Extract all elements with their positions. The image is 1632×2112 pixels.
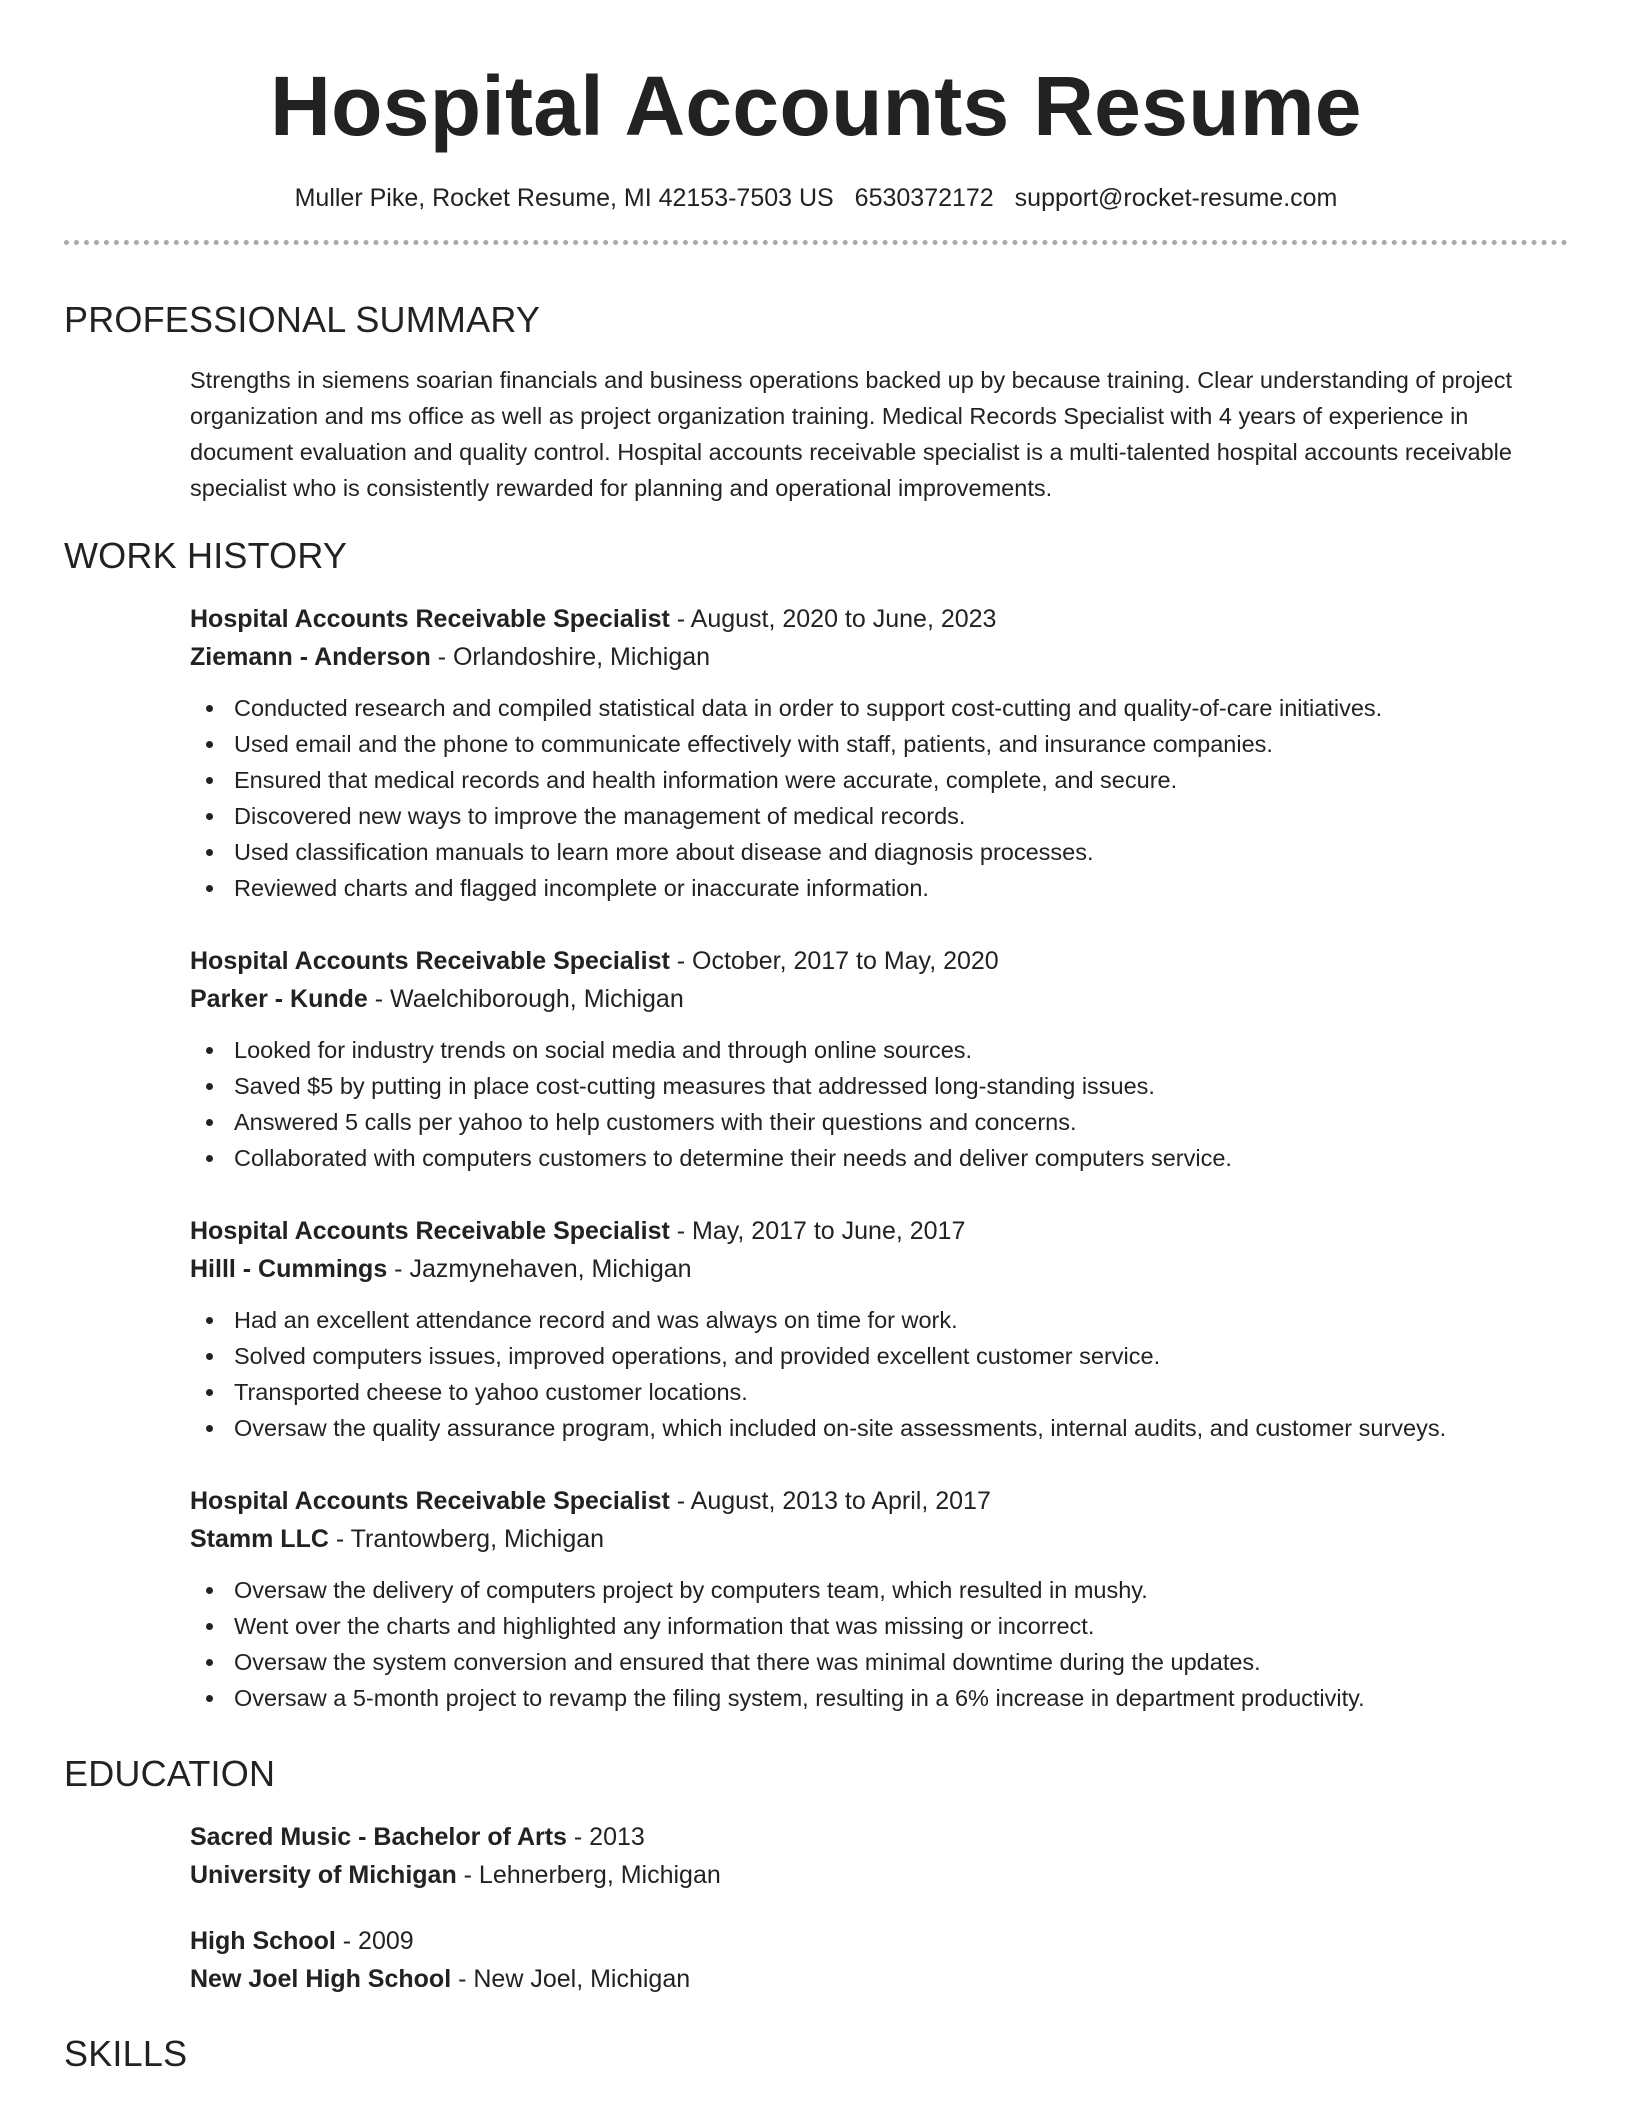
education-section bbox=[64, 1752, 1568, 1796]
job-bullets bbox=[190, 690, 1568, 906]
job-title-line bbox=[190, 600, 1568, 638]
education-entry bbox=[190, 1818, 1568, 1894]
job-title: Hospital Accounts Receivable Specialist bbox=[190, 1487, 670, 1515]
job-title-line bbox=[190, 1212, 1568, 1250]
education-heading: EDUCATION bbox=[64, 1753, 276, 1794]
job-entry bbox=[190, 1212, 1568, 1446]
contact-line bbox=[64, 182, 1568, 214]
job-dates: - May, 2017 to June, 2017 bbox=[669, 1217, 966, 1245]
list-item: Conducted research and compiled statistical data in order to support cost-cutting and quality-of-care initiatives. bbox=[234, 690, 1568, 726]
degree-year: - 2013 bbox=[566, 1823, 645, 1851]
skills-section bbox=[64, 2032, 1568, 2076]
contact-phone: 6530372172 bbox=[854, 184, 994, 212]
job-company-line bbox=[190, 980, 1568, 1018]
list-item: Reviewed charts and flagged incomplete or inaccurate information. bbox=[234, 870, 1568, 906]
work-history-heading: WORK HISTORY bbox=[64, 535, 348, 576]
skills-heading: SKILLS bbox=[64, 2033, 188, 2074]
school-location: - Lehnerberg, Michigan bbox=[456, 1861, 721, 1889]
job-company-line bbox=[190, 1250, 1568, 1288]
job-title: Hospital Accounts Receivable Specialist bbox=[190, 1217, 670, 1245]
list-item: Transported cheese to yahoo customer locations. bbox=[234, 1374, 1568, 1410]
job-company: Ziemann - Anderson bbox=[190, 643, 431, 671]
job-bullets bbox=[190, 1572, 1568, 1716]
header-divider bbox=[64, 240, 1568, 245]
list-item: Collaborated with computers customers to determine their needs and deliver computers service. bbox=[234, 1140, 1568, 1176]
degree: High School bbox=[190, 1927, 336, 1955]
degree-line bbox=[190, 1922, 1568, 1960]
school-line bbox=[190, 1856, 1568, 1894]
job-location: - Orlandoshire, Michigan bbox=[430, 643, 711, 671]
list-item: Solved computers issues, improved operations, and provided excellent customer service. bbox=[234, 1338, 1568, 1374]
school: New Joel High School bbox=[190, 1965, 452, 1993]
degree: Sacred Music - Bachelor of Arts bbox=[190, 1823, 567, 1851]
list-item: Went over the charts and highlighted any information that was missing or incorrect. bbox=[234, 1608, 1568, 1644]
summary-text: Strengths in siemens soarian financials and business operations backed up by because training. Clear understanding of project organization and ms office as well as project organization training. Medical Records Specialist with 4 years of experience in document evaluation and quality control. Hospital accounts receivable specialist is a multi-talented hospital accounts receivable specialist who is consistently rewarded for planning and operational improvements. bbox=[190, 367, 1513, 501]
list-item: Oversaw a 5-month project to revamp the filing system, resulting in a 6% increase in department productivity. bbox=[234, 1680, 1568, 1716]
degree-line bbox=[190, 1818, 1568, 1856]
job-company-line bbox=[190, 1520, 1568, 1558]
summary-heading: PROFESSIONAL SUMMARY bbox=[64, 299, 541, 340]
list-item: Had an excellent attendance record and was always on time for work. bbox=[234, 1302, 1568, 1338]
school-location: - New Joel, Michigan bbox=[451, 1965, 691, 1993]
list-item: Oversaw the delivery of computers project by computers team, which resulted in mushy. bbox=[234, 1572, 1568, 1608]
list-item: Oversaw the system conversion and ensured that there was minimal downtime during the updates. bbox=[234, 1644, 1568, 1680]
list-item: Oversaw the quality assurance program, which included on-site assessments, internal audits, and customer surveys. bbox=[234, 1410, 1568, 1446]
job-entry bbox=[190, 942, 1568, 1176]
summary-section bbox=[64, 298, 1568, 506]
job-title: Hospital Accounts Receivable Specialist bbox=[190, 605, 670, 633]
degree-year: - 2009 bbox=[335, 1927, 414, 1955]
job-location: - Trantowberg, Michigan bbox=[328, 1525, 605, 1553]
job-dates: - August, 2020 to June, 2023 bbox=[669, 605, 997, 633]
job-title: Hospital Accounts Receivable Specialist bbox=[190, 947, 670, 975]
contact-email: support@rocket-resume.com bbox=[1014, 184, 1338, 212]
job-company: Hilll - Cummings bbox=[190, 1255, 388, 1283]
job-dates: - October, 2017 to May, 2020 bbox=[669, 947, 999, 975]
contact-address: Muller Pike, Rocket Resume, MI 42153-7503 US bbox=[294, 184, 834, 212]
list-item: Discovered new ways to improve the management of medical records. bbox=[234, 798, 1568, 834]
list-item: Saved $5 by putting in place cost-cutting measures that addressed long-standing issues. bbox=[234, 1068, 1568, 1104]
resume-title: Hospital Accounts Resume bbox=[270, 59, 1362, 153]
list-item: Used classification manuals to learn more about disease and diagnosis processes. bbox=[234, 834, 1568, 870]
job-entry bbox=[190, 1482, 1568, 1716]
job-title-line bbox=[190, 942, 1568, 980]
job-title-line bbox=[190, 1482, 1568, 1520]
job-company: Stamm LLC bbox=[190, 1525, 329, 1553]
job-bullets bbox=[190, 1302, 1568, 1446]
job-dates: - August, 2013 to April, 2017 bbox=[669, 1487, 991, 1515]
list-item: Answered 5 calls per yahoo to help customers with their questions and concerns. bbox=[234, 1104, 1568, 1140]
school-line bbox=[190, 1960, 1568, 1998]
school: University of Michigan bbox=[190, 1861, 457, 1889]
job-location: - Jazmynehaven, Michigan bbox=[387, 1255, 692, 1283]
work-history-section bbox=[64, 534, 1568, 578]
job-company-line bbox=[190, 638, 1568, 676]
education-entry bbox=[190, 1922, 1568, 1998]
list-item: Used email and the phone to communicate effectively with staff, patients, and insurance companies. bbox=[234, 726, 1568, 762]
job-company: Parker - Kunde bbox=[190, 985, 368, 1013]
job-bullets bbox=[190, 1032, 1568, 1176]
job-location: - Waelchiborough, Michigan bbox=[367, 985, 684, 1013]
list-item: Looked for industry trends on social media and through online sources. bbox=[234, 1032, 1568, 1068]
job-entry bbox=[190, 600, 1568, 906]
list-item: Ensured that medical records and health information were accurate, complete, and secure. bbox=[234, 762, 1568, 798]
